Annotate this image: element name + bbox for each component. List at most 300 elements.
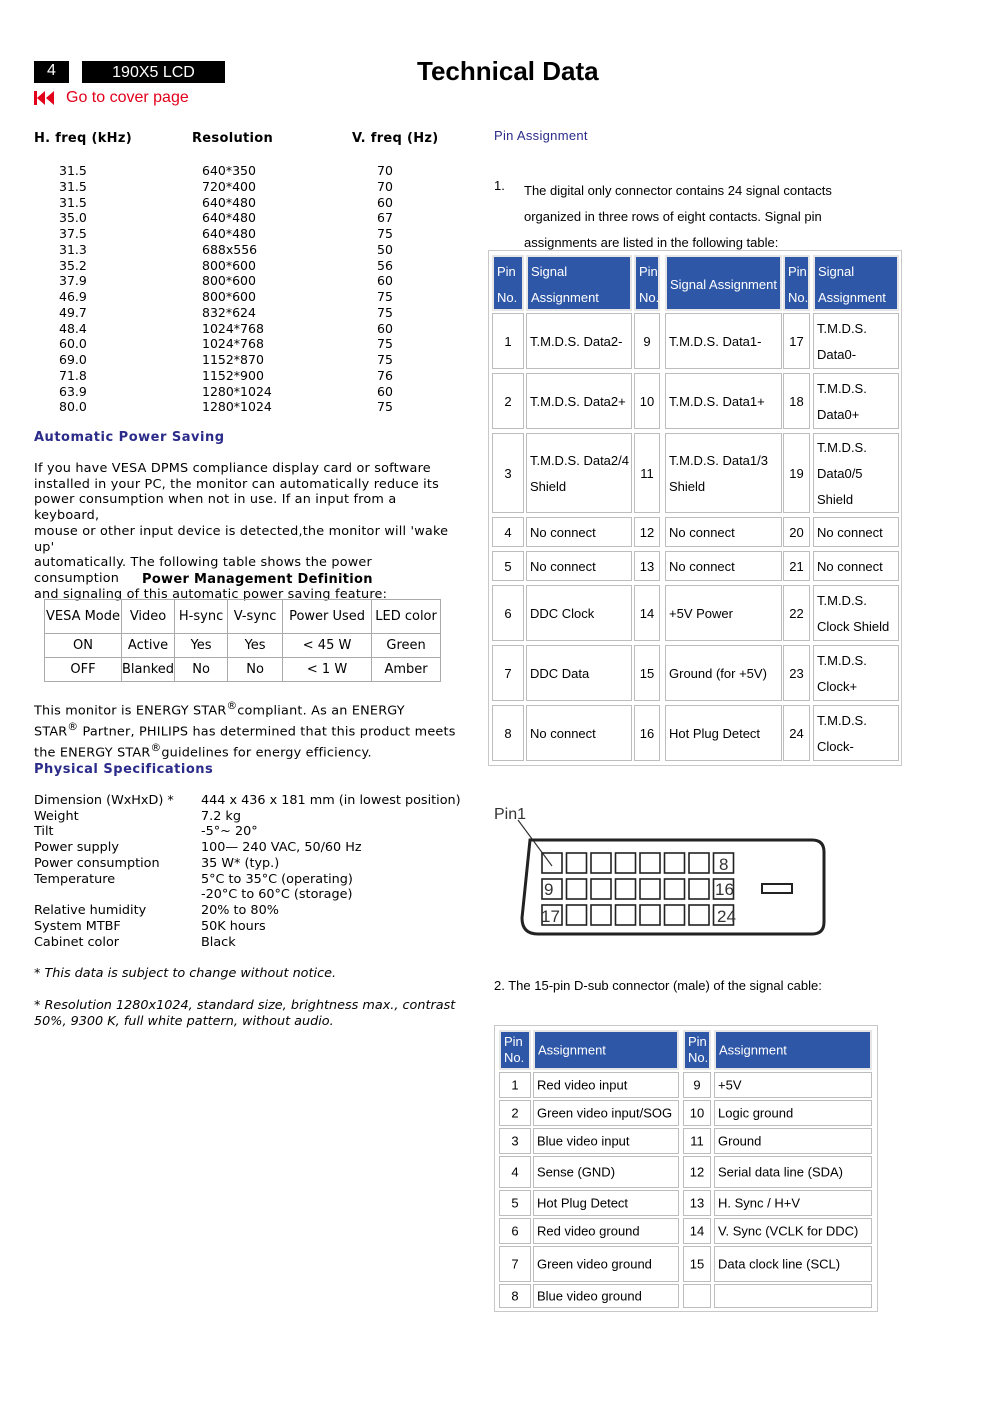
vga-header-pin [499,1030,531,1070]
vga-assignment-cell [533,1072,679,1098]
freq-res-cell: 640*480 [202,226,256,241]
dvi-signal-cell [526,645,632,701]
freq-res-cell: 832*624 [202,304,256,320]
dvi-pin-cell [492,517,524,547]
freq-v-cell: 60 [377,383,393,399]
dvi-header-signal [665,255,782,311]
cell-text: 4 [504,525,512,540]
vga-assignment-cell [533,1190,679,1216]
cell-text: Shield [669,479,706,494]
cell-text: 5 [504,559,512,574]
cell-text: Data0+ [817,407,860,422]
cell-text: 9 [693,1077,701,1093]
cell-text: H. Sync / H+V [718,1195,800,1211]
cell-text: 16 [639,726,655,741]
pin-label-16: 16 [715,880,734,899]
dvi-pin-cell [634,585,660,641]
vga-pin-cell [499,1218,531,1244]
cell-text: Green video input/SOG [537,1105,673,1121]
pin1-label: Pin1 [494,806,527,823]
cell-text: T.M.D.S. Data2- [530,334,623,349]
freq-row [34,305,434,321]
freq-res-cell: 720*400 [202,178,256,194]
freq-res-cell: 640*480 [202,210,256,226]
cell-text: 11 [690,1133,704,1149]
spec-key: Power consumption [34,856,160,871]
vga-pin-table [494,1025,878,1312]
cell-text: Signal [818,264,855,279]
text-line: STAR [34,724,68,740]
go-to-cover-label: Go to cover page [66,89,189,106]
freq-row [34,336,434,352]
vga-pin-cell [683,1190,711,1216]
cell-text: 8 [504,726,512,741]
pin-square [567,853,587,873]
vga-assignment-cell [714,1190,872,1216]
dvi-signal-cell [526,585,632,641]
cell-text: Assignment [531,290,599,305]
vga-assignment-cell [714,1128,872,1154]
cell-text: 1 [504,334,512,349]
text-line: the ENERGY STAR [34,745,151,761]
freq-v-cell: 75 [377,304,393,320]
freq-v-cell: 70 [377,163,393,178]
cell-text: 13 [689,1195,705,1211]
dvi-pin-cell [783,551,810,581]
cell-text: Logic ground [718,1105,794,1121]
pin-label-8: 8 [719,855,729,874]
dvi-pin-cell [492,705,524,761]
registered-mark: ® [67,719,79,733]
freq-h-cell: 46.9 [59,289,87,304]
cell-text: T.M.D.S. [817,653,867,668]
cell-text: 12 [689,1164,705,1180]
freq-v-cell: 67 [377,210,393,226]
dvi-pin-cell [492,373,524,429]
cell-text: 2 [511,1105,519,1121]
text-line: No. [688,1050,709,1065]
cell-text: 1 [511,1077,519,1093]
text-line: and signaling of this automatic power saving feature: [34,586,388,602]
dvi-signal-cell [526,373,632,429]
pm-cell: OFF [45,658,122,682]
cell-text: Ground [718,1133,762,1149]
text-line: installed in your PC, the monitor can automatically reduce its [34,476,440,492]
freq-row [34,226,434,242]
physical-spec-list [0,793,470,953]
freq-res-cell: 1280*1024 [202,399,272,415]
freq-res-cell: 1152*870 [202,352,264,367]
dvi-signal-cell [813,705,899,761]
freq-row [34,368,434,384]
pin-label-24: 24 [717,907,736,926]
pin-square [689,853,709,873]
vga-assignment-cell [714,1246,872,1282]
cell-text: No connect [530,726,596,741]
freq-res-cell: 800*600 [202,289,256,304]
pm-header: H-sync [175,600,228,634]
dvi-pin-cell [492,551,524,581]
freq-res-cell: 1152*900 [202,367,264,383]
cell-text: T.M.D.S. [817,381,867,396]
freq-v-cell: 70 [377,178,393,194]
freq-res-cell: 1024*768 [202,320,264,336]
spec-key: Temperature [34,872,116,887]
dvi-pin-cell [634,705,660,761]
dvi-pin-cell [783,313,810,369]
dvi-signal-cell [526,433,632,513]
dvi-header-pin [783,255,810,311]
freq-row [34,195,434,211]
spec-key: Power supply [34,840,119,855]
freq-h-cell: 48.4 [59,320,87,336]
spec-value: 7.2 kg [201,809,241,824]
page-number: 4 [34,61,69,83]
freq-v-cell: 75 [377,226,393,241]
power-saving-heading: Automatic Power Saving [34,430,225,445]
vga-pin-cell [683,1100,711,1126]
dvi-signal-cell [526,517,632,547]
freq-header-v: V. freq (Hz) [352,131,439,146]
vga-pin-cell [499,1072,531,1098]
cell-text: Pin [788,264,807,279]
dvi-connector-diagram [490,800,830,940]
vga-assignment-cell [533,1218,679,1244]
dvi-pin-cell [492,433,524,513]
cell-text: 20 [789,525,804,540]
freq-h-cell: 80.0 [59,399,87,415]
cell-text: Data0/5 [817,466,863,481]
freq-v-cell: 50 [377,241,393,257]
freq-h-cell: 71.8 [59,367,87,383]
pm-cell: Yes [175,634,228,658]
cell-text: 10 [639,394,655,409]
freq-h-cell: 60.0 [59,336,87,352]
cell-text: Blue video input [537,1133,630,1149]
text-line: Partner, PHILIPS has determined that this product meets [78,724,456,740]
header-text [504,1034,524,1066]
dvi-pin-cell [492,645,524,701]
spec-key: Dimension (WxHxD) * [34,793,174,808]
dvi-signal-cell [526,705,632,761]
cell-text: No connect [817,525,883,540]
registered-mark: ® [150,740,162,754]
dvi-pin-cell [634,551,660,581]
dvi-header-pin [492,255,524,311]
freq-row [34,163,434,179]
text-line: Pin [504,1034,523,1049]
cell-text: Pin [497,264,516,279]
dvi-signal-cell [665,645,782,701]
dvi-signal-cell [813,373,899,429]
pin-square [591,853,611,873]
cell-text: No. [639,290,660,305]
cell-text: Pin [639,264,658,279]
freq-res-cell: 688x556 [202,241,258,257]
text-line: 50%, 9300 K, full white pattern, without audio. [34,1013,334,1029]
spec-value: -20°C to 60°C (storage) [201,887,353,902]
cell-text: 18 [789,394,804,409]
text-line: automatically. The following table shows the power consumption [34,555,372,586]
pin-square [640,853,660,873]
freq-res-cell: 1024*768 [202,336,264,352]
spec-key: Cabinet color [34,935,120,950]
vga-assignment-cell [714,1072,872,1098]
dvi-pin-cell [634,433,660,513]
cell-text: Signal [531,264,568,279]
vga-pin-cell [683,1218,711,1244]
freq-h-cell: 31.5 [59,178,87,194]
dvi-signal-cell [813,313,899,369]
dvi-pin-cell [492,585,524,641]
cell-text: Red video input [537,1077,628,1093]
vga-pin-cell [683,1246,711,1282]
pin-square [640,879,660,899]
vga-pin-cell [499,1128,531,1154]
vga-assignment-cell [714,1156,872,1188]
cell-text: Clock- [817,739,854,754]
freq-res-cell: 800*600 [202,273,256,289]
freq-h-cell: 35.2 [59,257,87,273]
cell-text: T.M.D.S. [817,713,867,728]
cell-text: Shield [817,492,854,507]
cell-text: Assignment [538,1042,606,1058]
text-line: assignments are listed in the following table: [524,235,779,250]
vga-pin-cell [499,1246,531,1282]
cell-text: 10 [689,1105,705,1121]
pin-square [591,879,611,899]
spec-key: Weight [34,809,79,824]
dvi-pin-cell [634,645,660,701]
text-line: * Resolution 1280x1024, standard size, brightness max., contrast [34,998,456,1013]
spec-value: 444 x 436 x 181 mm (in lowest position) [201,793,461,808]
dvi-pin-cell [783,373,810,429]
pin-square [689,905,709,925]
dvi-signal-cell [665,433,782,513]
note-resolution [34,998,464,1029]
cell-text: Shield [530,479,567,494]
pin1-pointer [518,820,552,866]
header-text [688,1034,708,1066]
cell-text: Signal Assignment [670,277,777,292]
freq-h-cell: 31.5 [59,194,87,210]
pin-label-9: 9 [544,880,554,899]
pin-grid [542,853,734,925]
freq-v-cell: 56 [377,257,393,273]
freq-row [34,399,434,415]
physical-heading: Physical Specifications [34,762,214,777]
spec-key: Tilt [34,824,54,839]
freq-row [34,242,434,258]
text-line: This monitor is ENERGY STAR [34,703,227,719]
dvi-pin-cell [634,517,660,547]
pin-square [616,905,636,925]
cell-text: 6 [511,1223,519,1239]
freq-h-cell: 69.0 [59,352,87,367]
cell-text: Assignment [818,290,886,305]
text-line: If you have VESA DPMS compliance display card or software [34,461,431,476]
pm-header: Power Used [283,600,372,634]
cell-text: Red video ground [537,1223,640,1239]
vga-assignment-cell [533,1284,679,1308]
cell-text: 7 [511,1256,519,1272]
cell-text: 11 [640,466,654,481]
dvi-signal-cell [526,551,632,581]
cell-text: T.M.D.S. Data1/3 [669,453,768,468]
dvi-header-signal [813,255,899,311]
dvi-signal-cell [813,517,899,547]
cell-text: Data0- [817,347,857,362]
cell-text: +5V [718,1077,742,1093]
dvi-signal-cell [665,585,782,641]
vga-assignment-cell [714,1100,872,1126]
freq-res-cell: 640*350 [202,163,256,178]
freq-v-cell: 75 [377,352,393,367]
cell-text: 14 [689,1223,705,1239]
dvi-signal-cell [665,373,782,429]
pm-cell: Green [372,634,441,658]
freq-h-cell: 31.3 [59,241,87,257]
freq-res-cell: 640*480 [202,194,256,210]
cell-text: 9 [643,334,651,349]
pin-square [640,905,660,925]
skip-back-icon [34,90,56,106]
cell-text: 14 [639,606,655,621]
pin-square [665,853,685,873]
freq-header-h: H. freq (kHz) [34,131,132,146]
cell-text: DDC Data [530,666,590,681]
pm-cell: < 45 W [283,634,372,658]
spec-value: 50K hours [201,919,266,934]
cell-text: 13 [639,559,655,574]
cell-text: No connect [669,525,735,540]
text-line: power consumption when not in use. If an input from a keyboard, [34,492,397,524]
cell-text: T.M.D.S. Data1- [669,334,762,349]
text-line: organized in three rows of eight contacts. Signal pin [524,209,822,224]
cell-text: 24 [789,726,804,741]
dvi-signal-cell [665,313,782,369]
cell-text: 23 [789,666,804,681]
freq-v-cell: 76 [377,367,393,383]
text-line: No. [504,1050,525,1065]
cell-text: T.M.D.S. [817,321,867,336]
go-to-cover-link[interactable] [34,89,189,107]
spec-value: 20% to 80% [201,903,279,918]
dvi-signal-cell [813,551,899,581]
freq-row [34,384,434,400]
freq-h-cell: 37.5 [59,226,87,241]
cell-text: DDC Clock [530,606,595,621]
spec-value: 100— 240 VAC, 50/60 Hz [201,840,362,855]
pm-header: Video [122,600,175,634]
dvi-pin-cell [783,705,810,761]
vga-pin-cell [499,1156,531,1188]
note-change: * This data is subject to change without notice. [34,966,337,981]
cell-text: Green video ground [537,1256,652,1272]
vga-pin-cell [499,1284,531,1308]
pm-cell: Yes [228,634,283,658]
pin-square [665,879,685,899]
cell-text: T.M.D.S. [817,440,867,455]
cell-text: 17 [789,334,804,349]
page-title: Technical Data [417,56,599,86]
pm-cell: No [228,658,283,682]
freq-row [34,258,434,274]
freq-v-cell: 60 [377,320,393,336]
dvi-signal-cell [665,705,782,761]
cell-text: 8 [511,1288,519,1304]
spec-key: Relative humidity [34,903,147,918]
cell-text: 4 [511,1164,519,1180]
cell-text: 12 [639,525,655,540]
vga-assignment-cell [533,1100,679,1126]
vga-pin-cell [499,1100,531,1126]
cell-text: Serial data line (SDA) [718,1164,843,1180]
freq-h-cell: 37.9 [59,273,87,289]
cell-text: T.M.D.S. [817,593,867,608]
vga-pin-cell [683,1072,711,1098]
text-line: Pin [688,1034,707,1049]
dvi-signal-cell [665,517,782,547]
dvi-pin-cell [634,373,660,429]
cell-text: +5V Power [669,606,733,621]
cell-text: No connect [817,559,883,574]
vga-assignment-cell [533,1156,679,1188]
pm-cell: Active [122,634,175,658]
cell-text: 6 [504,606,512,621]
freq-header-res: Resolution [192,131,274,146]
freq-row [34,289,434,305]
spec-value: Black [201,935,236,950]
cell-text: 21 [789,559,804,574]
text-line: The digital only connector contains 24 signal contacts [524,183,832,198]
dvi-header-signal [526,255,632,311]
freq-h-cell: 35.0 [59,210,87,226]
freq-res-cell: 800*600 [202,257,256,273]
cell-text: 7 [504,666,512,681]
cell-text: T.M.D.S. Data2/4 [530,453,629,468]
freq-row [34,210,434,226]
dvi-pin-cell [783,517,810,547]
cell-text: No. [497,290,518,305]
cell-text: Blue video ground [537,1288,642,1304]
vga-header-assignment [533,1030,679,1070]
freq-h-cell: 31.5 [59,163,87,178]
cell-text: T.M.D.S. Data1+ [669,394,765,409]
cell-text: V. Sync (VCLK for DDC) [718,1223,859,1239]
freq-h-cell: 63.9 [59,383,87,399]
spec-value: -5°~ 20° [201,824,258,839]
cell-text: Ground (for +5V) [669,666,767,681]
cell-text: Hot Plug Detect [537,1195,629,1211]
pin-square [689,879,709,899]
cell-text: 19 [789,466,804,481]
pin-square [616,853,636,873]
spec-key: System MTBF [34,919,121,934]
freq-row [34,273,434,289]
pin-square [665,905,685,925]
model-label: 190X5 LCD [82,61,225,83]
dvi-pin-cell [783,433,810,513]
cell-text: 3 [511,1133,519,1149]
cell-text: Sense (GND) [537,1164,616,1180]
dvi-signal-cell [813,645,899,701]
cell-text: 15 [689,1256,705,1272]
power-management-table [44,599,441,682]
pm-cell: No [175,658,228,682]
power-table-title: Power Management Definition [142,572,373,587]
pin-square [567,879,587,899]
